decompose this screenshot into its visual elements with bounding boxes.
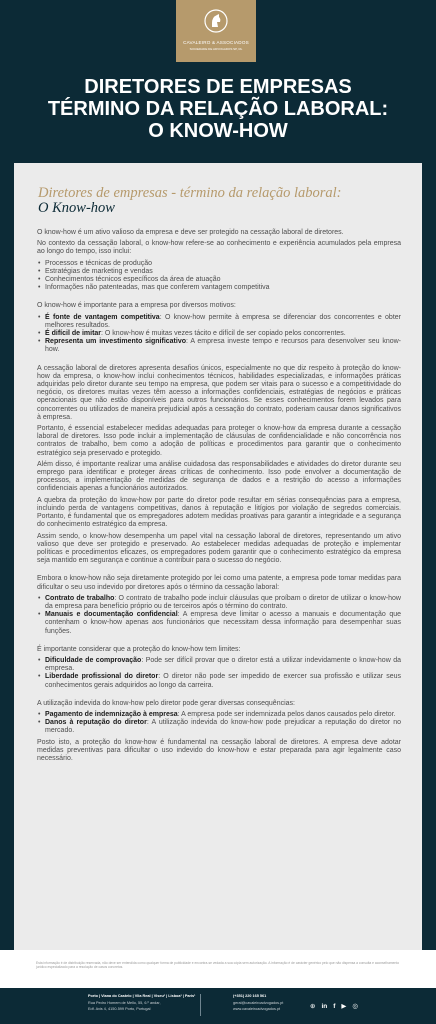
list-item xyxy=(37,338,401,354)
facebook-icon[interactable]: f xyxy=(333,1003,336,1010)
footer-website[interactable]: www.cavaleiroadvogados.pt xyxy=(233,1007,281,1011)
footer-contacts xyxy=(233,993,283,1013)
list-item xyxy=(37,719,401,735)
logo[interactable] xyxy=(176,0,256,62)
footer-address xyxy=(88,993,195,1013)
limits-list xyxy=(37,657,401,690)
tools-list xyxy=(37,595,401,636)
subtitle-line-1: Diretores de empresas - término da relação laboral: xyxy=(38,185,342,201)
list-item-text: : O diretor não pode ser impedido de exercer sua profissão e utilizar seus conhecimentos gerais adquiridos ao longo da carreira. xyxy=(45,673,401,689)
youtube-icon[interactable]: ▶ xyxy=(341,1003,347,1010)
list-item-title: É fonte de vantagem competitiva xyxy=(45,313,160,321)
reasons-list xyxy=(37,314,401,355)
article-body xyxy=(37,229,401,934)
footer-offices: Porto | Viana do Castelo | Vila Real | Viseu¹ | Lisboa¹ | Paris¹ xyxy=(88,994,196,998)
list-item-title: Pagamento de indemnização à empresa xyxy=(45,710,178,718)
linkedin-icon[interactable]: in xyxy=(321,1003,328,1010)
globe-icon[interactable]: ⊕ xyxy=(310,1003,316,1010)
paragraph-consequences: A utilização indevida do know-how pelo diretor pode gerar diversas consequências: xyxy=(37,699,295,707)
brand-tagline: SOCIEDADE DE ADVOGADOS SP, RL xyxy=(189,47,243,51)
title-line-2: TÉRMINO DA RELAÇÃO LABORAL: xyxy=(47,98,389,120)
paragraph-challenges: A cessação laboral de diretores apresenta desafios únicos, especialmente no que diz respeito à proteção do know-how da empresa, o know-how inclui conhecimentos técnicos, habilidades especializadas, e informações práticas adquiridas pelo diretor durante seu tempo na empresa, que podem ser vitais para o sucesso e a competitividade do negócio, os diretores muitas vezes têm acesso a informações confidenciais, estratégias de negócios e práticas operacionais que não estão disponíveis para outros funcionários. Se esses conhecimentos forem levados para concorrentes ou utilizados de maneira prejudicial após a cessação do contrato, poderiam causar danos significativos à empresa. xyxy=(37,364,401,421)
list-item-title: Representa um investimento significativo xyxy=(45,338,186,346)
list-item-text: : A empresa deve limitar o acesso a manuais e documentação que contenham o know-how apenas aos funcionários que necessitam dessa informação para desempenhar suas funções. xyxy=(45,611,402,635)
list-item xyxy=(37,611,401,636)
footer xyxy=(0,988,436,1024)
paragraph-intro: O know-how é um ativo valioso da empresa e deve ser protegido na cessação laboral de diretores. xyxy=(37,229,344,236)
list-item xyxy=(37,711,401,719)
list-item xyxy=(37,330,401,338)
list-item-title: Liberdade profissional do diretor xyxy=(45,673,159,681)
paragraph-patent: Embora o know-how não seja diretamente protegido por lei como uma patente, a empresa pode tomar medidas para dificultar o seu uso indevido por diretores após o término da cessação laboral: xyxy=(37,575,401,591)
list-item xyxy=(37,673,401,689)
includes-list xyxy=(37,260,401,293)
footer-address-line-2: Edf. Avis 4, 4150-599 Porto, Portugal xyxy=(88,1007,151,1011)
article-subtitle xyxy=(38,186,398,216)
paragraph-context: No contexto da cessação laboral, o know-how refere-se ao conhecimento e experiência acumulados pela empresa ao longo do tempo, isso inclui: xyxy=(37,240,401,256)
list-item-title: Contrato de trabalho xyxy=(45,594,115,602)
page-title xyxy=(0,76,436,142)
paragraph-important: O know-how é importante para a empresa por diversos motivos: xyxy=(37,302,236,310)
social-links xyxy=(310,1002,358,1012)
footer-address-line-1: Rua Pedro Homem de Mello, 55, 6.º andar, xyxy=(88,1000,161,1005)
legal-disclaimer: Esta informação é de distribuição reservada, não deve ser entendida como qualquer forma de publicidade e encontra-se vedada a sua cópia sem autorização. A informação é de carácter genérico pelo que não dispensa a consulta e aconselhamento jurídico especializado para a resolução de casos concretos. xyxy=(36,961,400,969)
list-item: • Conhecimentos técnicos específicos da área de atuação xyxy=(37,276,401,284)
list-item-text: : A empresa pode ser indemnizada pelos danos causados pelo diretor. xyxy=(177,710,396,718)
footer-phone[interactable]: (+351) 220 165 561 xyxy=(233,994,267,998)
footer-email[interactable]: geral@cavaleiroadvogados.pt xyxy=(233,1000,284,1005)
paragraph-vital: Assim sendo, o know-how desempenha um papel vital na cessação laboral de diretores, representando um ativo valioso que deve ser protegido e preservado. Ao estabelecer medidas adequadas de proteção e implementar políticas e procedimentos eficazes, os empregadores podem garantir que o conhecimento estratégico da empresa seja mantido em segurança e continue a contribuir para o sucesso do negócio. xyxy=(37,532,401,565)
subtitle-line-2: O Know-how xyxy=(38,200,115,216)
paragraph-measures: Portanto, é essencial estabelecer medidas adequadas para proteger o know-how da empresa durante a cessação laboral de diretores. Isso pode incluir a implementação de cláusulas de confidencialidade e não concorrência nos contratos de trabalho, bem como a adoção de políticas e procedimentos para garantir que o conhecimento estratégico seja preservado e protegido. xyxy=(37,425,401,457)
footer-divider xyxy=(200,994,201,1016)
header-banner xyxy=(0,0,436,163)
paragraph-loss: A quebra da proteção do know-how por parte do diretor pode resultar em sérias consequências para a empresa, incluindo perda de vantagens competitivas, danos à reputação e litígios por violação de segredos comerciais. Portanto, é fundamental que os empregadores adotem medidas proativas para garantir a integridade e a segurança do conhecimento estratégico da empresa. xyxy=(37,496,401,529)
logo-knight-icon xyxy=(204,8,228,34)
list-item-title: Danos à reputação do diretor xyxy=(45,719,147,727)
title-line-3: O KNOW-HOW xyxy=(148,120,288,142)
list-item-text: : O know-how é muitas vezes tácito e difícil de ser copiado pelos concorrentes. xyxy=(101,330,346,338)
list-item: • Informações não patenteadas, mas que conferem vantagem competitiva xyxy=(37,284,401,292)
list-item-text: : O know-how permite à empresa se diferenciar dos concorrentes e obter melhores resultados. xyxy=(45,313,401,329)
instagram-icon[interactable]: ◎ xyxy=(352,1003,359,1010)
list-item-text: : O contrato de trabalho pode incluir cláusulas que proíbam o diretor de utilizar o know-how da empresa para benefício próprio ou de terceiros após o término do contrato. xyxy=(45,594,401,610)
paragraph-closing: Posto isto, a proteção do know-how é fundamental na cessação laboral de diretores. A empresa deve adotar medidas preventivas para dificultar o uso indevido do know-how e estar preparada para agir legalmente caso necessário. xyxy=(37,738,401,762)
list-item-text: : A utilização indevida do know-how pode prejudicar a reputação do diretor no mercado. xyxy=(45,719,401,735)
list-item xyxy=(37,657,401,673)
list-item xyxy=(37,595,401,611)
list-item-title: Manuais e documentação confidencial xyxy=(45,611,178,619)
list-item-text: : A empresa investe tempo e recursos para desenvolver seu know-how. xyxy=(45,338,401,354)
list-item-title: Dificuldade de comprovação xyxy=(45,656,142,664)
list-item: • Processos e técnicas de produção xyxy=(37,260,401,268)
list-item: • Estratégias de marketing e vendas xyxy=(37,268,401,276)
brand-name: CAVALEIRO & ASSOCIADOS xyxy=(183,40,249,45)
paragraph-limits: É importante considerar que a proteção do know-how tem limites: xyxy=(37,645,241,653)
list-item-title: É difícil de imitar xyxy=(45,330,102,338)
list-item xyxy=(37,314,401,330)
consequences-list xyxy=(37,711,401,736)
list-item-text: : Pode ser difícil provar que o diretor está a utilizar indevidamente o know-how da empresa. xyxy=(45,656,401,673)
title-line-1: DIRETORES DE EMPRESAS xyxy=(84,76,352,98)
paragraph-analysis: Além disso, é importante realizar uma análise cuidadosa das responsabilidades e atividades do diretor durante seu emprego para identificar e proteger áreas críticas de conhecimento. Isso pode envolver a documentação de processos, a implementação de medidas de segurança de dados e a restrição do acesso a informações confidenciais apenas a funcionários autorizados. xyxy=(37,460,401,493)
